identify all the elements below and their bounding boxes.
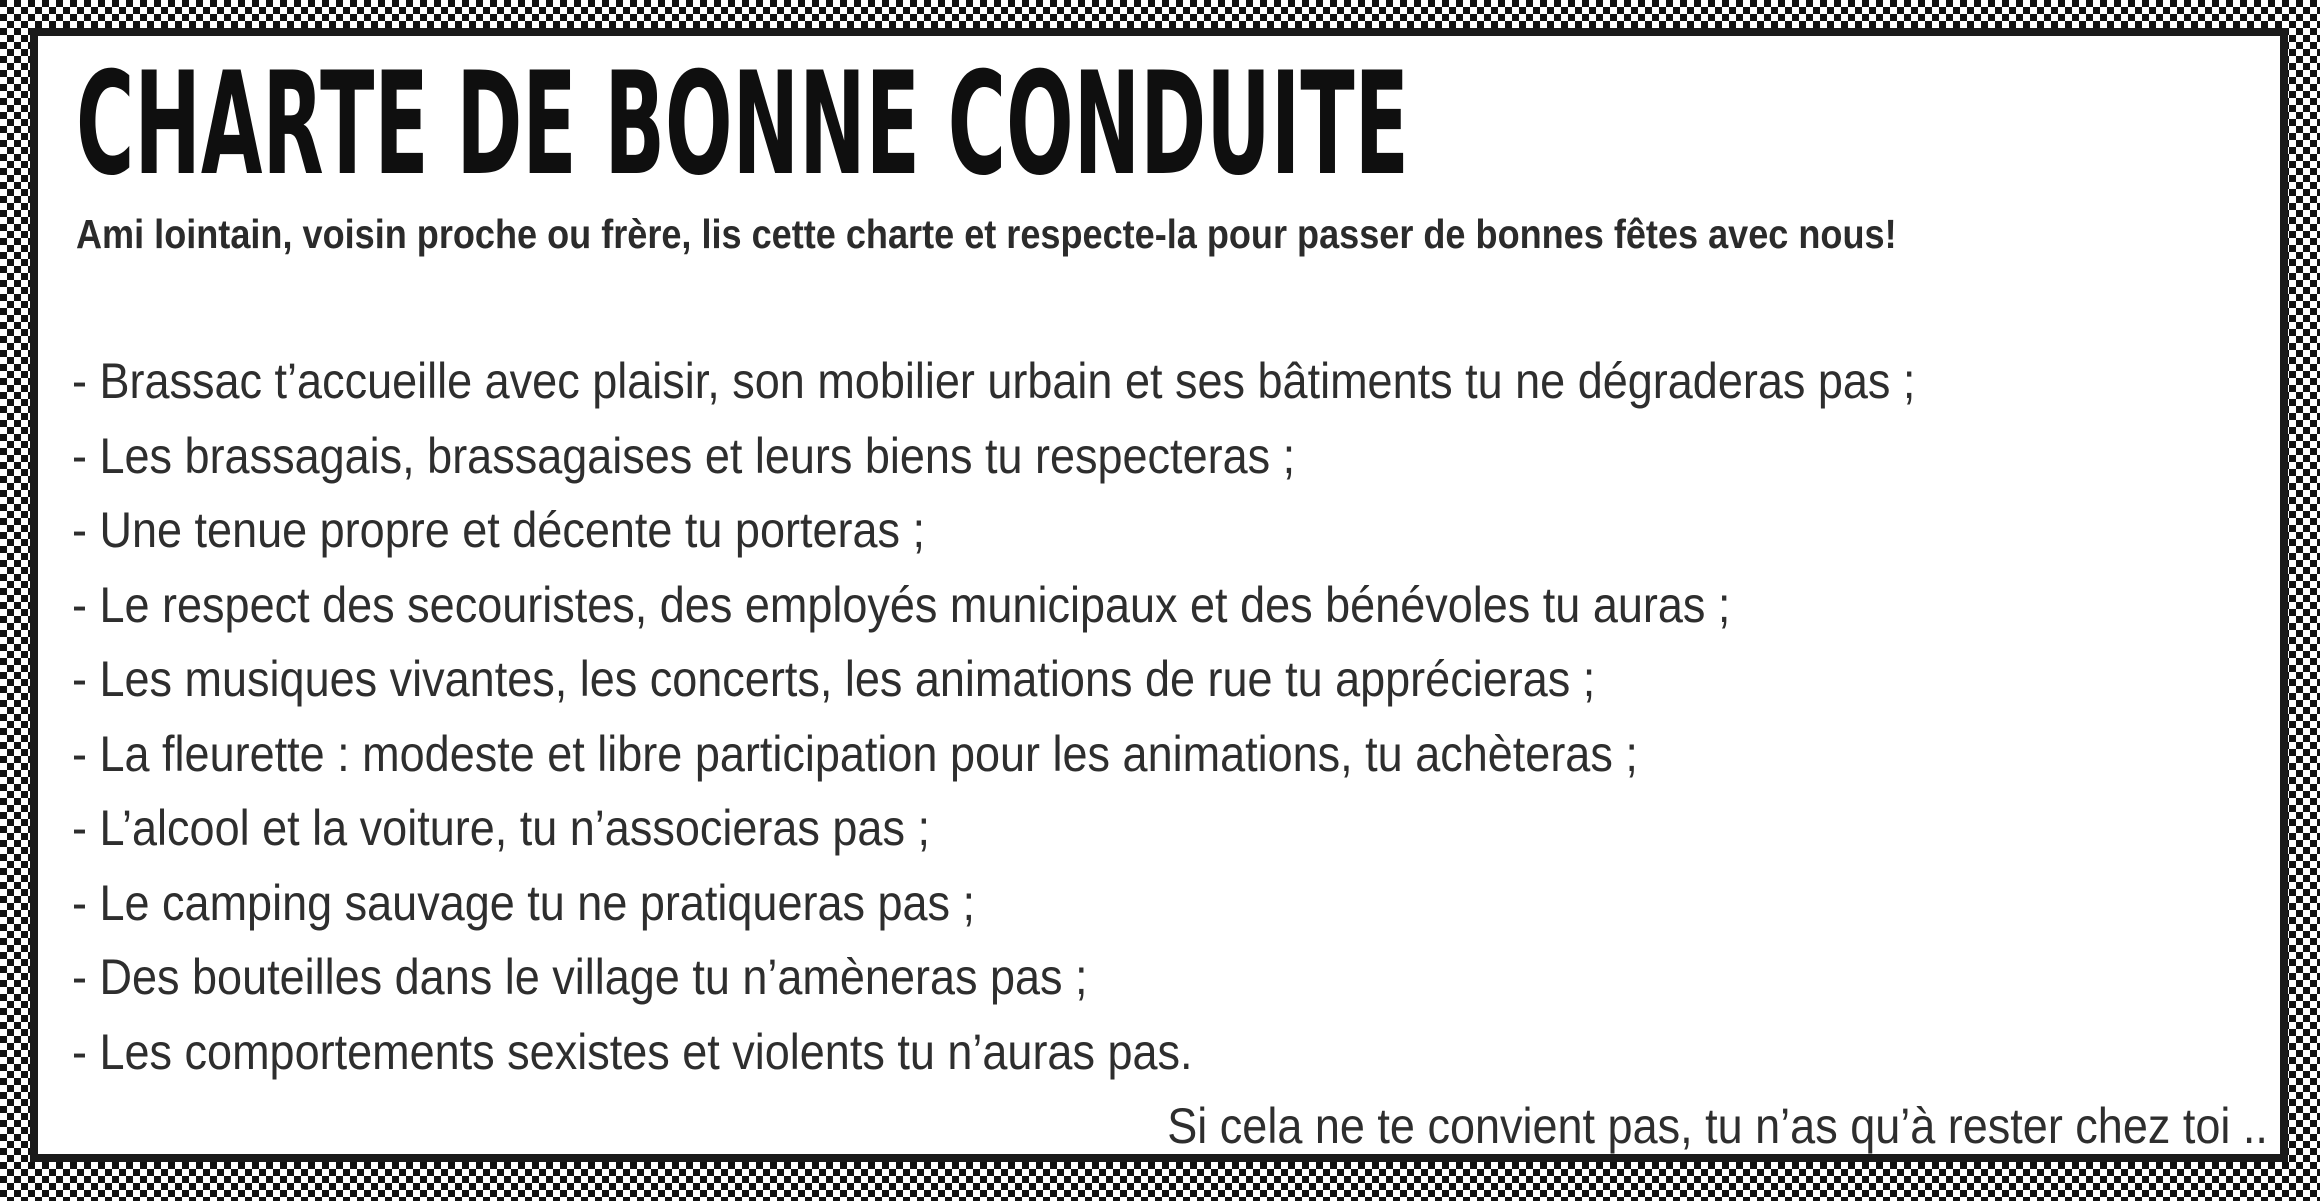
charter-panel xyxy=(38,36,2280,1154)
rule-item: - Des bouteilles dans le village tu n’amèneras pas ; xyxy=(72,949,1088,1005)
page-title: CHARTE DE BONNE CONDUITE xyxy=(76,42,1409,207)
rule-item: - La fleurette : modeste et libre participation pour les animations, tu achèteras ; xyxy=(72,725,1638,782)
rule-item: - Le respect des secouristes, des employés municipaux et des bénévoles tu auras ; xyxy=(72,576,1731,633)
rule-item: - L’alcool et la voiture, tu n’associeras pas ; xyxy=(72,800,930,856)
rule-item: - Les brassagais, brassagaises et leurs biens tu respecteras ; xyxy=(72,427,1296,484)
rule-item: - Le camping sauvage tu ne pratiqueras pas ; xyxy=(72,874,976,931)
subtitle: Ami lointain, voisin proche ou frère, lis cette charte et respecte-la pour passer de bonnes fêtes avec nous! xyxy=(76,211,1897,257)
rule-item: - Les musiques vivantes, les concerts, les animations de rue tu apprécieras ; xyxy=(72,651,1596,707)
rules-list xyxy=(72,344,2120,1089)
rule-item: - Les comportements sexistes et violents tu n’auras pas. xyxy=(72,1023,1193,1080)
rule-item: - Brassac t’accueille avec plaisir, son mobilier urbain et ses bâtiments tu ne dégraderas pas ; xyxy=(72,353,1916,409)
rule-item: - Une tenue propre et décente tu porteras ; xyxy=(72,502,926,558)
closing-line: Si cela ne te convient pas, tu n’as qu’à rester chez toi .. xyxy=(1167,1098,2268,1154)
